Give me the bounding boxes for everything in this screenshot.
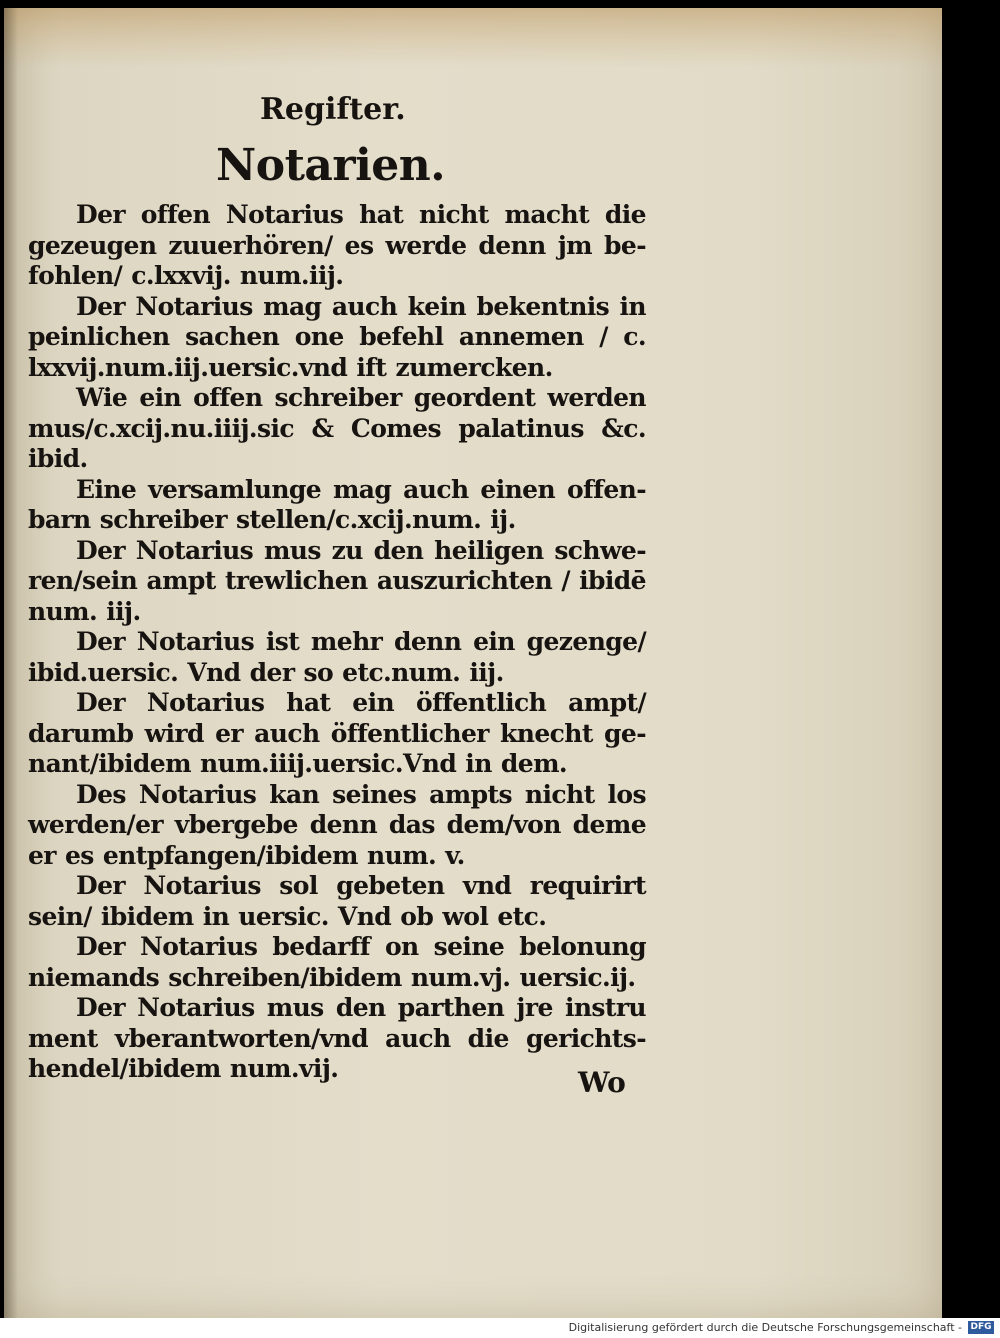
paper-leaf [4, 8, 942, 1318]
register-entries [28, 200, 646, 1085]
digitization-footer [0, 1318, 1000, 1338]
section-title: Notarien. [216, 140, 446, 191]
register-entry: Der Notarius hat ein öffentlich ampt/ darumb wird er auch öffentlicher knecht ge- nant/ibidem num.iiij.uersic.Vnd in dem. [28, 688, 646, 778]
register-entry: Der Notarius mag auch kein bekentnis in peinlichen sachen one befehl annemen / c. lxxvij.num.iij.uersic.vnd ift zumercken. [28, 291, 646, 382]
register-entry: Der Notarius sol gebeten vnd requirirt sein/ ibidem in uersic. Vnd ob wol etc. [28, 871, 646, 931]
catchword: Wo [578, 1066, 626, 1099]
register-entry: Der offen Notarius hat nicht macht die gezeugen zuuerhören/ es werde denn jm be- fohlen/ c.lxxvij. num.iij. [28, 200, 646, 290]
register-entry: Wie ein offen schreiber geordent werden mus/c.xcij.nu.iiij.sic & Comes palatinus &c. ibid. [28, 383, 646, 473]
dfg-logo-icon[interactable]: DFG [968, 1321, 994, 1334]
running-head: Regifter. [260, 92, 406, 127]
funding-credit: Digitalisierung gefördert durch die Deutsche Forschungsgemeinschaft - [568, 1321, 962, 1334]
register-entry: Der Notarius ist mehr denn ein gezenge/ ibid.uersic. Vnd der so etc.num. iij. [28, 627, 646, 687]
register-entry: Eine versamlunge mag auch einen offen- barn schreiber stellen/c.xcij.num. ij. [28, 474, 646, 534]
register-entry: Des Notarius kan seines ampts nicht los werden/er vbergebe denn das dem/von deme er es entpfangen/ibidem num. v. [28, 779, 646, 870]
register-entry: Der Notarius mus zu den heiligen schwe- ren/sein ampt trewlichen auszurichten / ibidē num. iij. [28, 535, 646, 626]
register-entry: Der Notarius bedarff on seine belonung niemands schreiben/ibidem num.vj. uersic.ij. [28, 932, 646, 992]
register-entry: Der Notarius mus den parthen jre instru ment vberantworten/vnd auch die gerichts- hendel/ibidem num.vij. [28, 993, 646, 1083]
